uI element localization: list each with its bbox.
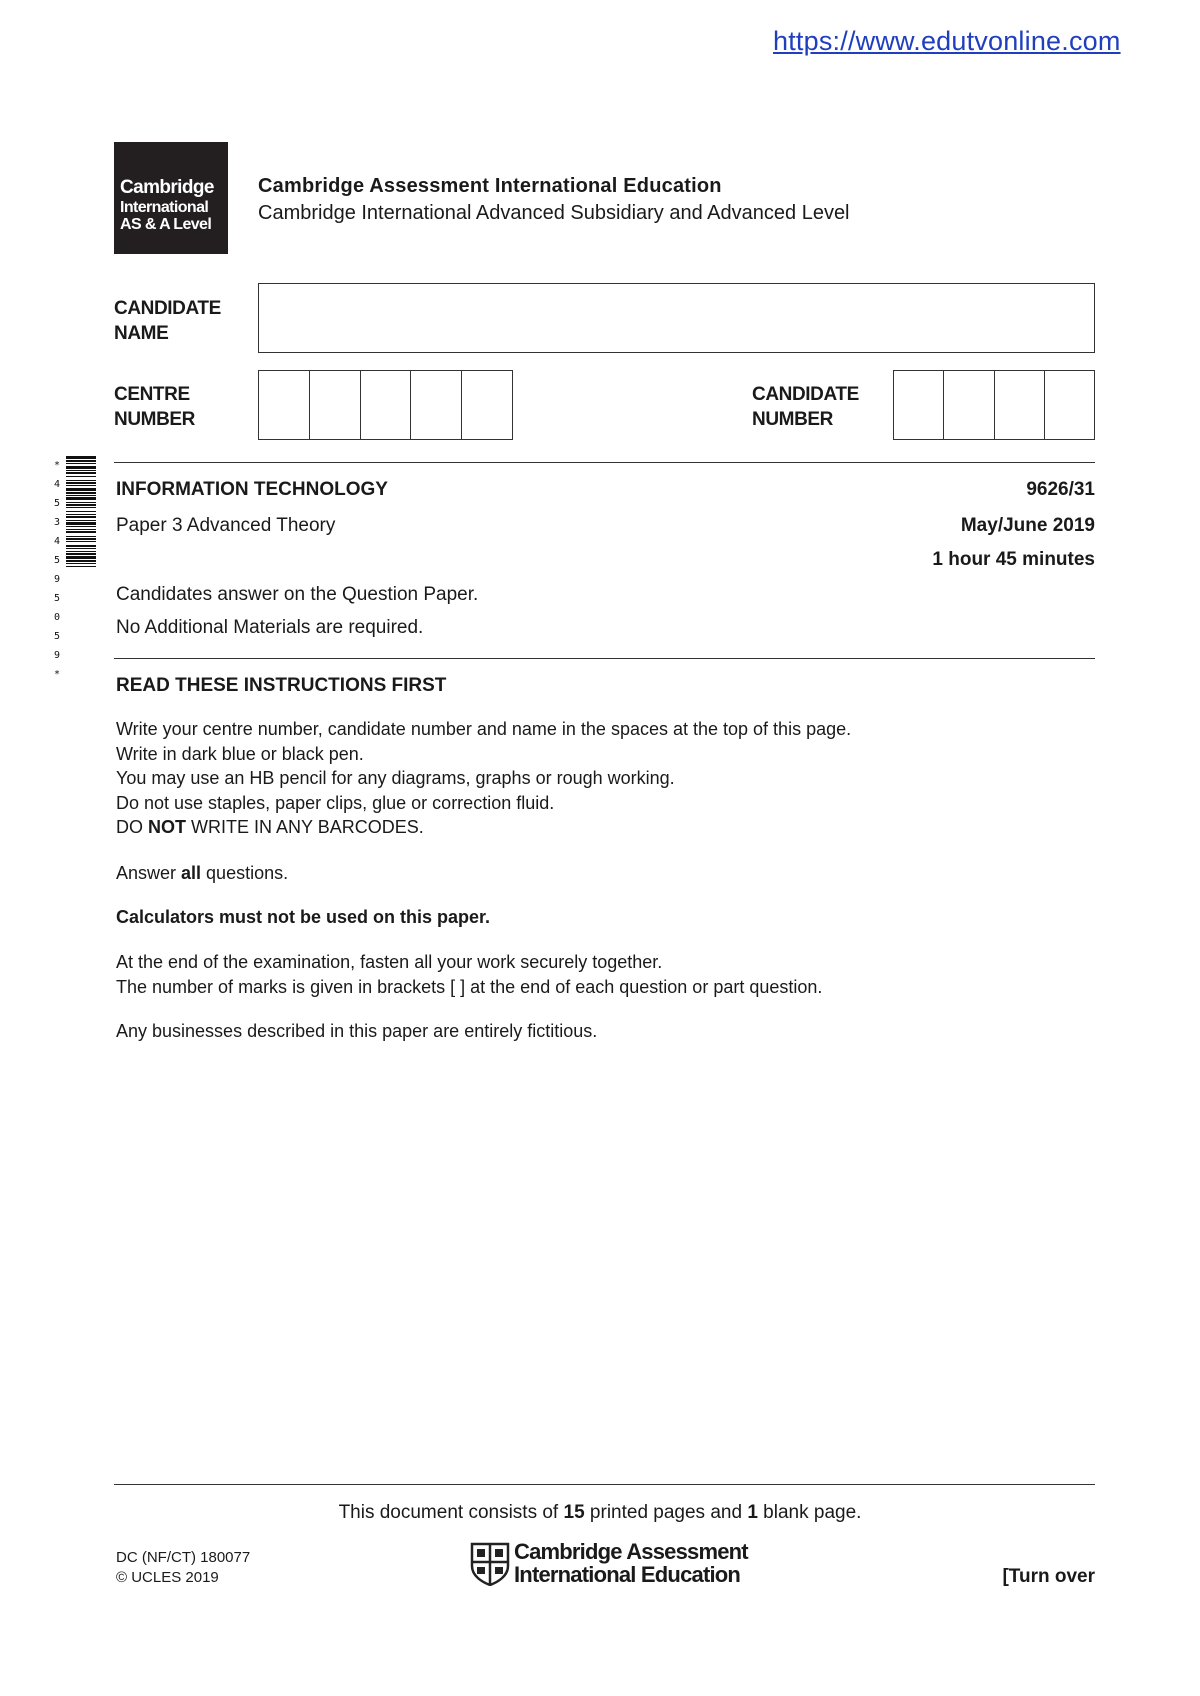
barcode-digit: 4 (54, 479, 61, 490)
barcode-digits (54, 456, 64, 684)
cambridge-shield-icon (470, 1542, 510, 1586)
centre-number-box[interactable] (361, 371, 412, 439)
copyright: © UCLES 2019 (116, 1569, 219, 1586)
candidate-number-box[interactable] (1045, 371, 1094, 439)
barcode-digit: 9 (54, 574, 61, 585)
cambridge-logo (114, 142, 228, 254)
centre-number-box[interactable] (411, 371, 462, 439)
end-instructions: At the end of the examination, fasten all your work securely together. The number of marks is given in brackets [ ] at the end of each question or part question. (116, 952, 823, 997)
instruction-line: Write your centre number, candidate number and name in the spaces at the top of this page. (116, 719, 852, 739)
turn-over-label: [Turn over (1002, 1566, 1095, 1587)
centre-number-box[interactable] (310, 371, 361, 439)
divider-top (114, 462, 1095, 463)
organisation-subtitle: Cambridge International Advanced Subsidiary and Advanced Level (258, 202, 850, 224)
barcode-digit: 3 (54, 517, 61, 528)
candidate-number-box[interactable] (894, 371, 944, 439)
candidate-number-box[interactable] (995, 371, 1045, 439)
logo-line-3: AS & A Level (120, 216, 212, 234)
calculators-warning: Calculators must not be used on this paper. (116, 907, 491, 927)
instruction-line: Do not use staples, paper clips, glue or correction fluid. (116, 792, 555, 813)
page-count-statement: This document consists of 15 printed pages and 1 blank page. (338, 1502, 862, 1523)
cambridge-assessment-brand: Cambridge Assessment International Education (514, 1539, 748, 1587)
barcode-bar (66, 567, 96, 570)
paper-title: Paper 3 Advanced Theory (116, 515, 336, 536)
centre-number-box[interactable] (259, 371, 310, 439)
logo-line-2: International (120, 198, 209, 216)
logo-line-1: Cambridge (120, 177, 214, 198)
centre-number-field[interactable] (258, 370, 513, 440)
candidate-number-box[interactable] (944, 371, 994, 439)
website-link[interactable]: https://www.edutvonline.com (773, 26, 1121, 56)
divider-middle (114, 658, 1095, 659)
exam-duration: 1 hour 45 minutes (932, 549, 1095, 570)
answer-all-instruction: Answer all questions. (116, 863, 289, 883)
candidate-number-label: CANDIDATE NUMBER (752, 384, 859, 430)
fictitious-note: Any businesses described in this paper are entirely fictitious. (116, 1021, 598, 1041)
centre-number-label: CENTRE NUMBER (114, 384, 195, 430)
barcode (54, 456, 98, 684)
paper-code: 9626/31 (1026, 479, 1095, 500)
barcode-digit: 5 (54, 498, 61, 509)
instructions-list (116, 717, 851, 840)
instruction-line-barcodes: DO NOT WRITE IN ANY BARCODES. (116, 817, 424, 837)
barcode-digit: * (54, 669, 61, 680)
barcode-digit: 5 (54, 631, 61, 642)
document-code-block (116, 1548, 250, 1588)
materials-note: No Additional Materials are required. (116, 617, 424, 638)
centre-number-box[interactable] (462, 371, 512, 439)
candidate-number-field[interactable] (893, 370, 1095, 440)
instruction-line: Write in dark blue or black pen. (116, 743, 364, 764)
divider-footer (114, 1484, 1095, 1485)
barcode-digit: 5 (54, 593, 61, 604)
candidate-name-label: CANDIDATE NAME (114, 298, 221, 344)
instruction-line: You may use an HB pencil for any diagrams, graphs or rough working. (116, 768, 675, 788)
instructions-heading: READ THESE INSTRUCTIONS FIRST (116, 675, 447, 696)
barcode-digit: 4 (54, 536, 61, 547)
candidate-name-field[interactable] (258, 283, 1095, 353)
subject-title: INFORMATION TECHNOLOGY (116, 479, 388, 500)
organisation-title: Cambridge Assessment International Education (258, 175, 722, 197)
candidates-answer-note: Candidates answer on the Question Paper. (116, 584, 479, 605)
barcode-digit: 0 (54, 612, 61, 623)
barcode-digit: * (54, 460, 61, 471)
barcode-digit: 9 (54, 650, 61, 661)
barcode-digit: 5 (54, 555, 61, 566)
document-code: DC (NF/CT) 180077 (116, 1549, 251, 1566)
exam-session: May/June 2019 (960, 515, 1095, 536)
